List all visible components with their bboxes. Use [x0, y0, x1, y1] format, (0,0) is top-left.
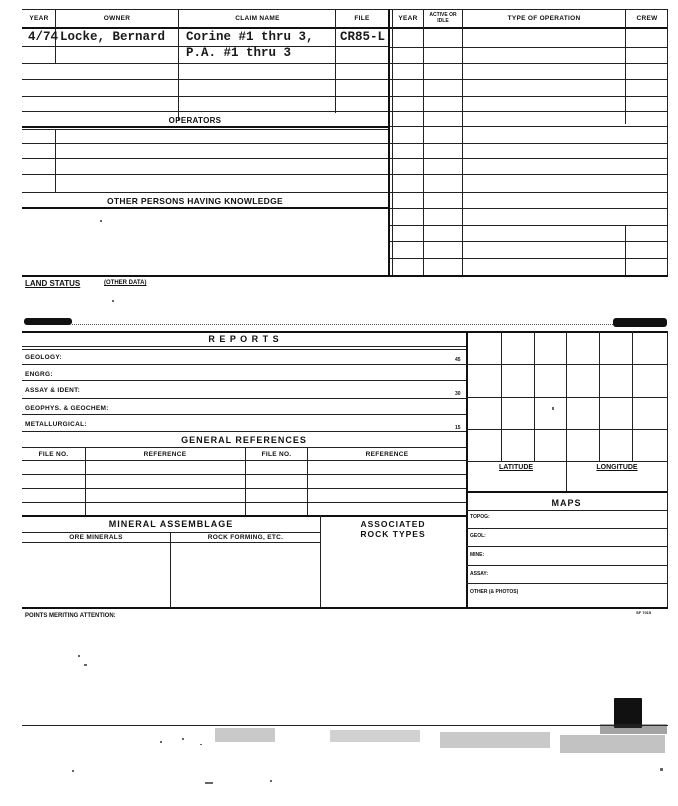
rock-forming-label: ROCK FORMING, ETC.: [207, 534, 284, 541]
points-meriting-attention: POINTS MERITING ATTENTION:: [25, 613, 116, 619]
maps-heading: MAPS: [551, 498, 582, 508]
ore-minerals-label: ORE MINERALS: [69, 534, 123, 541]
report-assay: ASSAY & IDENT:: [25, 387, 81, 394]
entry-year: 4/74: [28, 30, 59, 44]
header-type-of-operation: TYPE OF OPERATION: [507, 15, 581, 22]
report-engrg: ENGRG:: [25, 371, 53, 378]
map-assay: ASSAY:: [470, 571, 489, 577]
entry-file: CR85-L: [340, 30, 386, 44]
general-references-heading: GENERAL REFERENCES: [181, 435, 307, 445]
ref-reference-2: REFERENCE: [365, 451, 409, 458]
report-geophys: GEOPHYS. & GEOCHEM:: [25, 405, 109, 412]
map-geol: GEOL:: [470, 533, 486, 539]
associated-rock-types-1: ASSOCIATED: [360, 519, 426, 529]
map-mine: MINE:: [470, 552, 485, 558]
operators-heading: OPERATORS: [168, 116, 222, 125]
header-year: YEAR: [29, 15, 49, 22]
report-geology: GEOLOGY:: [25, 354, 62, 361]
other-persons-heading: OTHER PERSONS HAVING KNOWLEDGE: [106, 196, 284, 206]
entry-claim-line-2: P.A. #1 thru 3: [186, 46, 292, 60]
reports-heading: R E P O R T S: [208, 334, 280, 344]
ref-file-no-1: FILE NO.: [38, 451, 69, 458]
header-owner: OWNER: [103, 15, 131, 22]
report-metallurgical: METALLURGICAL:: [25, 421, 87, 428]
header-year-2: YEAR: [398, 15, 418, 22]
land-status-label: LAND STATUS: [25, 279, 81, 288]
report-geology-num: 45: [455, 357, 461, 363]
header-claim-name: CLAIM NAME: [235, 15, 280, 22]
form-code: SF 7015: [636, 610, 652, 615]
header-active-idle: ACTIVE OR IDLE: [429, 12, 457, 24]
ref-file-no-2: FILE NO.: [261, 451, 292, 458]
latitude-label: LATITUDE: [498, 464, 534, 471]
header-crew: CREW: [636, 15, 658, 22]
entry-claim-line-1: Corine #1 thru 3,: [186, 30, 314, 44]
report-assay-num: 30: [455, 391, 461, 397]
ref-reference-1: REFERENCE: [143, 451, 187, 458]
map-topog: TOPOG:: [470, 514, 490, 520]
mineral-assemblage-heading: MINERAL ASSEMBLAGE: [108, 519, 234, 529]
header-file: FILE: [354, 15, 370, 22]
report-metallurgical-num: 15: [455, 425, 461, 431]
associated-rock-types-2: ROCK TYPES: [360, 529, 426, 539]
longitude-label: LONGITUDE: [596, 464, 638, 471]
entry-owner: Locke, Bernard: [60, 30, 166, 44]
map-other: OTHER (& PHOTOS): [470, 589, 519, 595]
land-status-sub: (OTHER DATA): [104, 280, 147, 286]
